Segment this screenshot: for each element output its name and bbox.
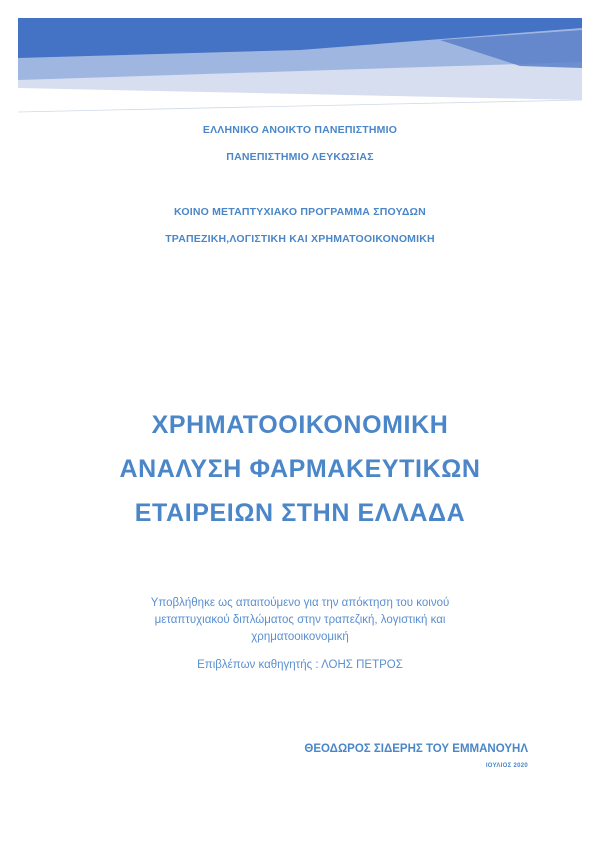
author-name: ΘΕΟΔΩΡΟΣ ΣΙΔΕΡΗΣ ΤΟΥ ΕΜΜΑΝΟΥΗΛ — [304, 743, 528, 755]
thesis-title-line-1: ΧΡΗΜΑΤΟΟΙΚΟΝΟΜΙΚΗ — [151, 411, 449, 439]
submission-line-1: Υποβλήθηκε ως απαιτούμενο για την απόκτηση του κοινού — [150, 597, 450, 609]
submission-date: ΙΟΥΛΙΟΣ 2020 — [485, 763, 528, 769]
supervisor-line: Επιβλέπων καθηγητής : ΛΟΗΣ ΠΕΤΡΟΣ — [197, 659, 403, 671]
thesis-title-line-3: ΕΤΑΙΡΕΙΩΝ ΣΤΗΝ ΕΛΛΑΔΑ — [134, 499, 466, 527]
university-name-1: ΕΛΛΗΝΙΚΟ ΑΝΟΙΚΤΟ ΠΑΝΕΠΙΣΤΗΜΙΟ — [202, 124, 398, 136]
submission-line-2: μεταπτυχιακού διπλώματος στην τραπεζική, λογιστική και — [154, 614, 446, 626]
decorative-banner — [0, 0, 600, 120]
program-name-1: ΚΟΙΝΟ ΜΕΤΑΠΤΥΧΙΑΚΟ ΠΡΟΓΡΑΜΜΑ ΣΠΟΥΔΩΝ — [174, 206, 426, 218]
submission-line-3: χρηματοοικονομική — [251, 631, 349, 643]
university-name-2: ΠΑΝΕΠΙΣΤΗΜΙΟ ΛΕΥΚΩΣΙΑΣ — [226, 151, 374, 163]
program-name-2: ΤΡΑΠΕΖΙΚΗ,ΛΟΓΙΣΤΙΚΗ ΚΑΙ ΧΡΗΜΑΤΟΟΙΚΟΝΟΜΙΚΗ — [165, 233, 435, 245]
thesis-title-line-2: ΑΝΑΛΥΣΗ ΦΑΡΜΑΚΕΥΤΙΚΩΝ — [119, 455, 481, 483]
